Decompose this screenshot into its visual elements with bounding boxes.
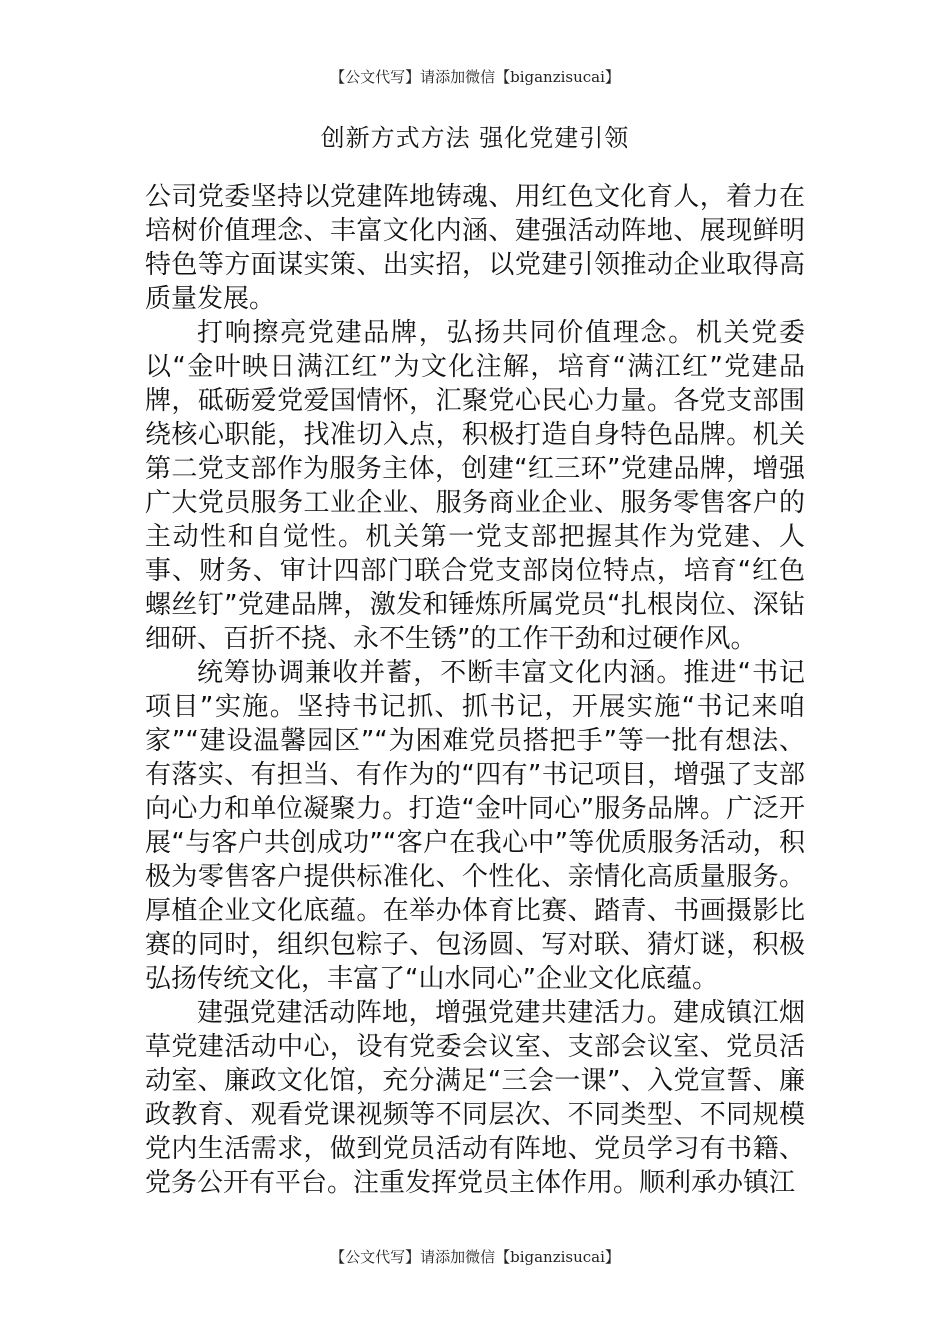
footer-watermark: 【公文代写】请添加微信【biganzisucai】 [330,1248,620,1266]
header-watermark: 【公文代写】请添加微信【biganzisucai】 [330,68,620,86]
paragraph-position: 建强党建活动阵地，增强党建共建活力。建成镇江烟草党建活动中心，设有党委会议室、支部会议室、党员活动室、廉政文化馆，充分满足“三会一课”、入党宣誓、廉政教育、观看党课视频等不同层次、不同类型、不同规模党内生活需求，做到党员活动有阵地、党员学习有书籍、党务公开有平台。注重发挥党员主体作用。顺利承办镇江 [145,998,805,1198]
document-body [145,180,805,1200]
paragraph-intro: 公司党委坚持以党建阵地铸魂、用红色文化育人，着力在培树价值理念、丰富文化内涵、建强活动阵地、展现鲜明特色等方面谋实策、出实招，以党建引领推动企业取得高质量发展。 [145,182,805,314]
paragraph-culture: 统筹协调兼收并蓄，不断丰富文化内涵。推进“书记项目”实施。坚持书记抓、抓书记，开展实施“书记来咱家”“建设温馨园区”“为困难党员搭把手”等一批有想法、有落实、有担当、有作为的“四有”书记项目，增强了支部向心力和单位凝聚力。打造“金叶同心”服务品牌。广泛开展“与客户共创成功”“客户在我心中”等优质服务活动，积极为零售客户提供标准化、个性化、亲情化高质量服务。厚植企业文化底蕴。在举办体育比赛、踏青、书画摄影比赛的同时，组织包粽子、包汤圆、写对联、猜灯谜，积极弘扬传统文化，丰富了“山水同心”企业文化底蕴。 [145,658,805,994]
paragraph-brand: 打响擦亮党建品牌，弘扬共同价值理念。机关党委以“金叶映日满江红”为文化注解，培育“满江红”党建品牌，砥砺爱党爱国情怀，汇聚党心民心力量。各党支部围绕核心职能，找准切入点，积极打造自身特色品牌。机关第二党支部作为服务主体，创建“红三环”党建品牌，增强广大党员服务工业企业、服务商业企业、服务零售客户的主动性和自觉性。机关第一党支部把握其作为党建、人事、财务、审计四部门联合党支部岗位特点，培育“红色螺丝钉”党建品牌，激发和锤炼所属党员“扎根岗位、深钻细研、百折不挠、永不生锈”的工作干劲和过硬作风。 [145,318,805,654]
document-title: 创新方式方法 强化党建引领 [320,124,630,152]
